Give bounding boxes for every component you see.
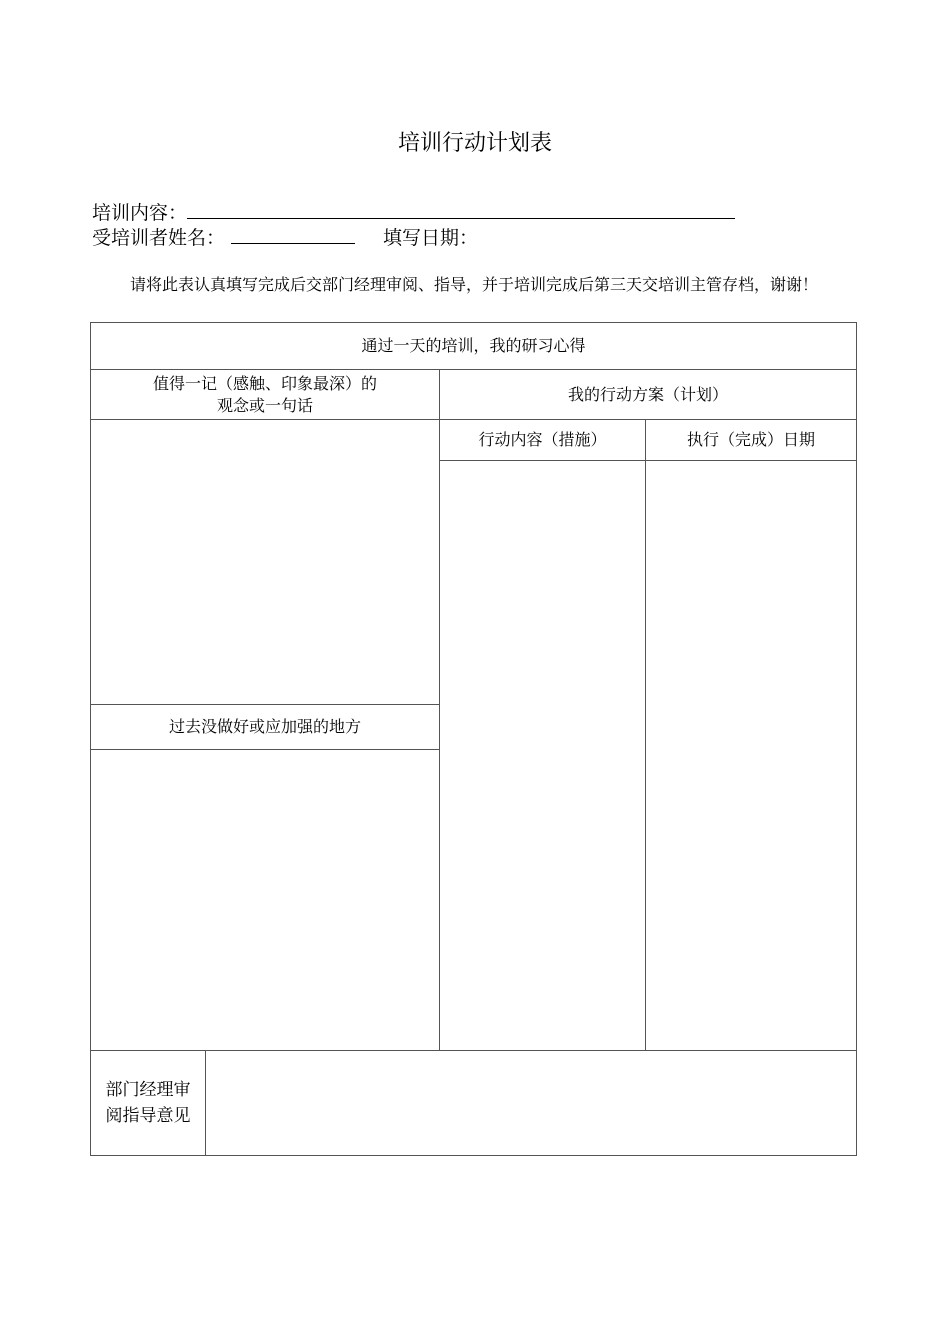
improvement-header-text: 过去没做好或应加强的地方	[168, 717, 361, 736]
action-plan-header-text: 我的行动方案（计划）	[567, 384, 728, 404]
memorable-header-line2: 观念或一句话	[216, 395, 313, 415]
improvement-header	[91, 705, 440, 750]
form-title: 培训行动计划表	[397, 131, 552, 156]
action-content-header-text: 行动内容（措施）	[478, 430, 607, 449]
section-header	[91, 323, 857, 370]
manager-review-area[interactable]	[206, 1051, 857, 1156]
memorable-header	[91, 370, 440, 420]
section-header-text: 通过一天的培训，我的研习心得	[361, 336, 586, 355]
trainee-row	[92, 223, 578, 251]
memorable-header-line1: 值得一记（感触、印象最深）的	[152, 373, 377, 393]
manager-review-label	[91, 1051, 206, 1156]
instruction-notice: 请将此表认真填写完成后交部门经理审阅、指导，并于培训完成后第三天交培训主管存档，谢谢！	[130, 275, 819, 294]
execution-date-area[interactable]	[646, 461, 857, 1051]
execution-date-header	[646, 420, 857, 461]
manager-label-line1: 部门经理审	[105, 1080, 191, 1100]
trainee-name-label: 受培训者姓名：	[92, 227, 226, 249]
fill-date-input[interactable]	[478, 223, 578, 244]
memorable-notes-area[interactable]	[91, 420, 440, 705]
action-content-header	[440, 420, 646, 461]
training-content-label: 培训内容：	[92, 202, 188, 224]
action-content-area[interactable]	[440, 461, 646, 1051]
plan-table	[90, 322, 857, 1156]
training-content-row	[92, 198, 735, 226]
trainee-name-input[interactable]	[231, 223, 355, 244]
training-content-input[interactable]	[187, 198, 735, 219]
fill-date-label: 填写日期：	[383, 227, 479, 249]
action-plan-header	[440, 370, 857, 420]
improvement-notes-area[interactable]	[91, 750, 440, 1051]
manager-label-line2: 阅指导意见	[105, 1106, 191, 1126]
execution-date-header-text: 执行（完成）日期	[686, 430, 815, 449]
